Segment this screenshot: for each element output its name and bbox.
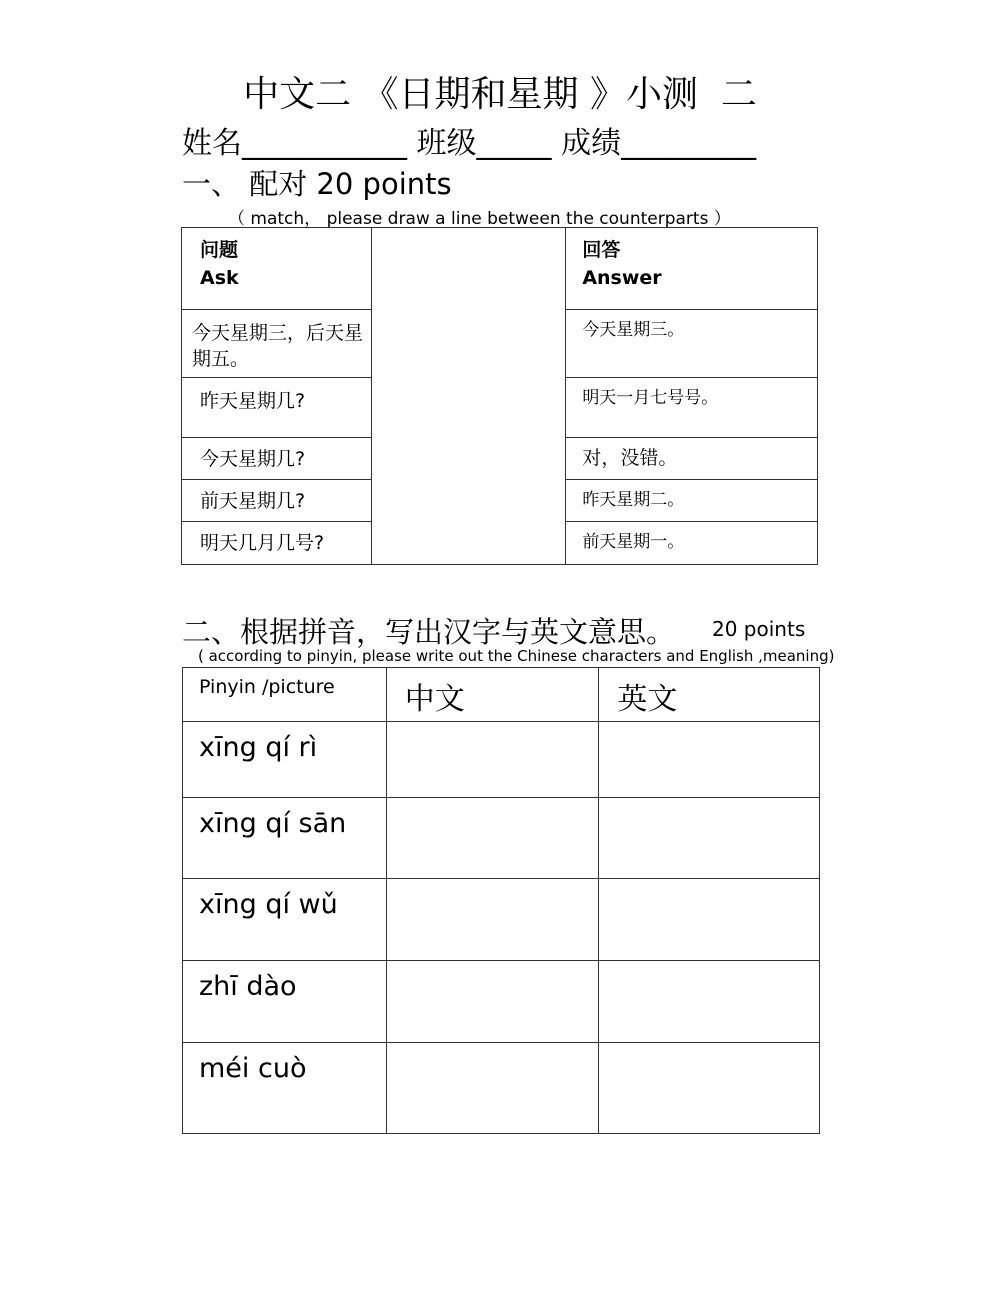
chinese-answer-cell[interactable] xyxy=(386,1043,599,1134)
ask-cell: 今天星期几? xyxy=(182,438,372,480)
ask-header-en: Ask xyxy=(200,267,239,289)
answer-cell: 对，没错。 xyxy=(566,438,818,480)
english-answer-cell[interactable] xyxy=(599,961,820,1043)
chinese-answer-cell[interactable] xyxy=(386,798,599,879)
matching-table xyxy=(181,227,818,565)
section2-heading: 二、根据拼音，写出汉字与英文意思。 xyxy=(182,615,676,649)
answer-cell: 今天星期三。 xyxy=(566,310,818,378)
chinese-answer-cell[interactable] xyxy=(386,879,599,961)
section1-heading: 一、 配对 20 points xyxy=(182,167,452,201)
english-answer-cell[interactable] xyxy=(599,798,820,879)
answer-cell: 明天一月七号号。 xyxy=(566,378,818,438)
pinyin-cell: xīng qí sān xyxy=(183,798,387,879)
chinese-answer-cell[interactable] xyxy=(386,722,599,798)
ask-cell: 明天几月几号? xyxy=(182,522,372,565)
pinyin-cell: xīng qí rì xyxy=(183,722,387,798)
english-answer-cell[interactable] xyxy=(599,879,820,961)
student-info-line: 姓名___________ 班级_____ 成绩_________ xyxy=(182,126,757,161)
english-answer-cell[interactable] xyxy=(599,722,820,798)
chinese-answer-cell[interactable] xyxy=(386,961,599,1043)
section2-note: ( according to pinyin, please write out the Chinese characters and English ,meaning) xyxy=(198,647,835,665)
english-column-header: 英文 xyxy=(599,668,820,722)
pinyin-cell: méi cuò xyxy=(183,1043,387,1134)
answer-header-en: Answer xyxy=(582,267,662,289)
answer-header-cn: 回答 xyxy=(582,239,621,261)
match-drawing-area[interactable] xyxy=(371,228,566,565)
ask-header-cn: 问题 xyxy=(200,239,239,261)
pinyin-cell: xīng qí wǔ xyxy=(183,879,387,961)
chinese-column-header: 中文 xyxy=(386,668,599,722)
answer-header xyxy=(566,228,818,310)
answer-cell: 昨天星期二。 xyxy=(566,480,818,522)
english-answer-cell[interactable] xyxy=(599,1043,820,1134)
pinyin-cell: zhī dào xyxy=(183,961,387,1043)
section2-points: 20 points xyxy=(712,617,806,641)
ask-cell: 今天星期三，后天星期五。 xyxy=(182,310,372,378)
answer-cell: 前天星期一。 xyxy=(566,522,818,565)
ask-cell: 前天星期几? xyxy=(182,480,372,522)
pinyin-column-header: Pinyin /picture xyxy=(183,668,387,722)
ask-header xyxy=(182,228,372,310)
section1-note: （ match， please draw a line between the counterparts ） xyxy=(228,209,731,229)
pinyin-table xyxy=(182,667,820,1134)
page-title: 中文二 《日期和星期 》小测 二 xyxy=(243,74,757,115)
ask-cell: 昨天星期几? xyxy=(182,378,372,438)
